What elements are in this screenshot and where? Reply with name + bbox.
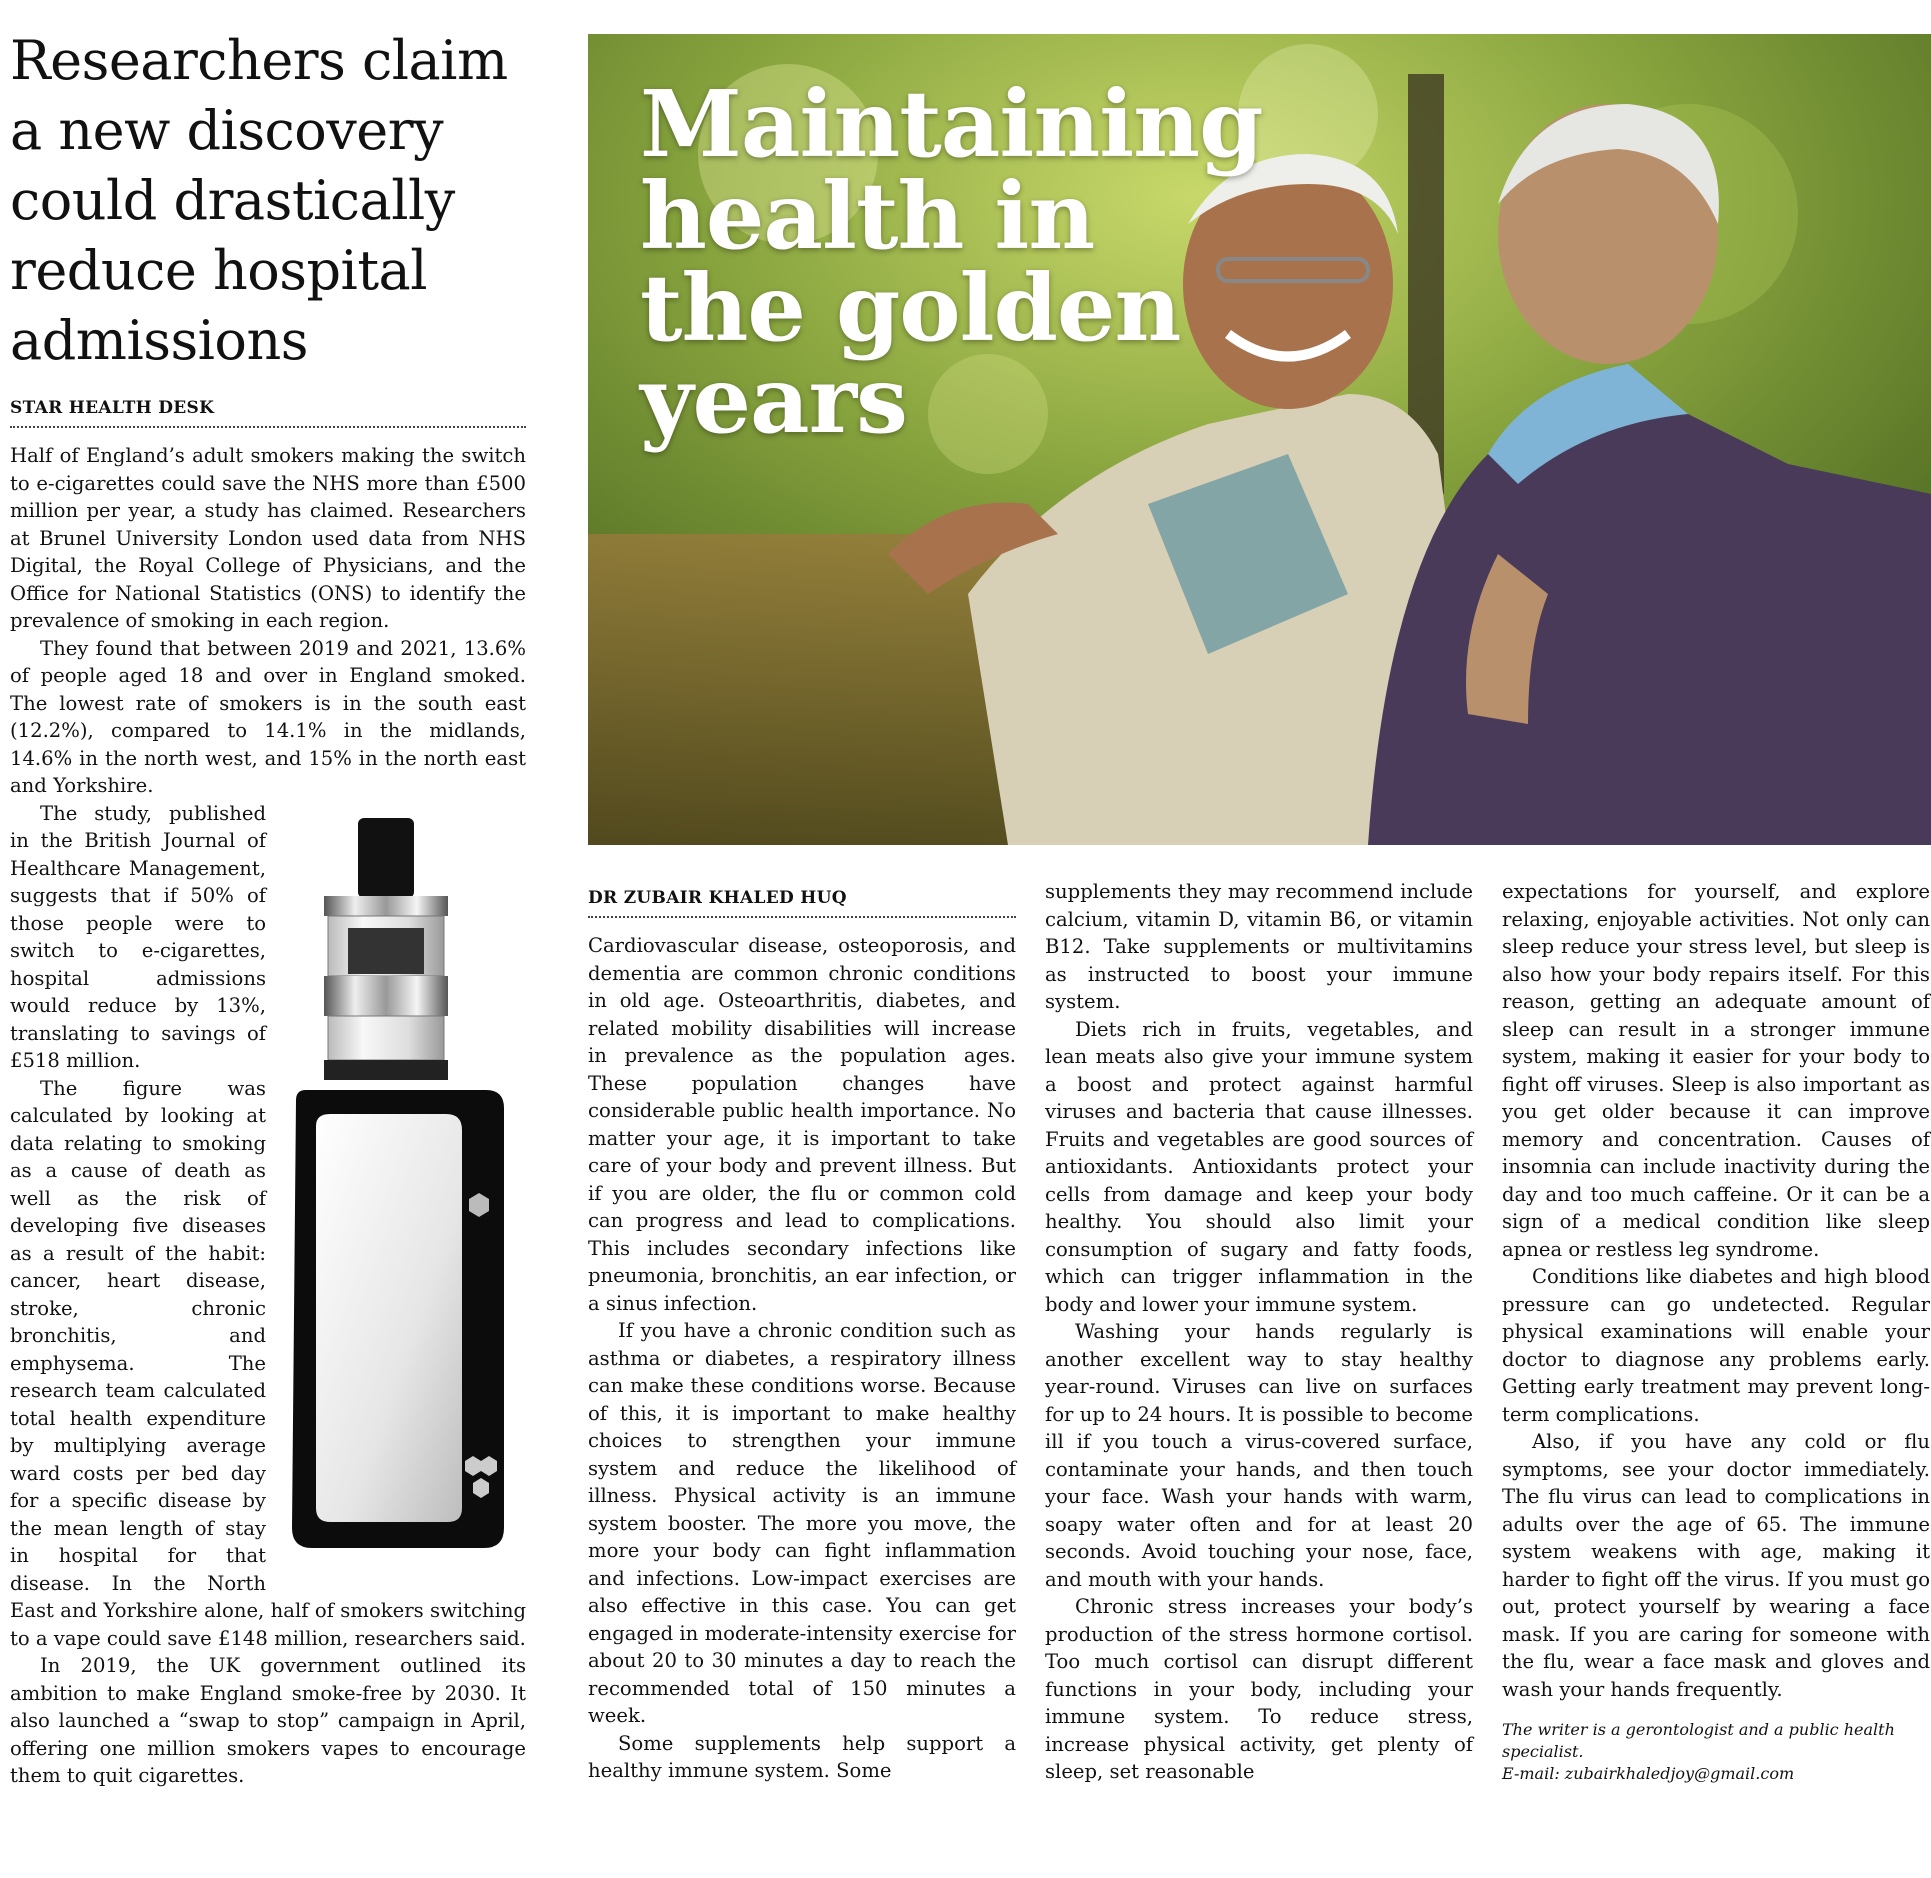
feature-paragraph: Also, if you have any cold or flu symptoms, see your doctor immediately. The flu virus can lead to complications in adults over the age of 65. The immune system weakens with age, making it harder to fight off the virus. If you must go out, protect yourself by wearing a face mask. If you are caring for someone with the flu, wear a face mask and gloves and wash your hands frequently.	[1502, 1430, 1930, 1701]
left-paragraph: The figure was calculated by looking at data relating to smoking as a cause of death as well as the risk of developing five diseases as a result of the habit: cancer, heart disease, stroke, chronic bronchitis, and emphysema. The research team calculated total health expenditure by multiplying average ward costs per bed day for a specific disease by the mean length of stay in hospital for that disease. In the North East and Yorkshire alone, half of smokers switching to a vape could save £148 million, researchers said.	[10, 1076, 526, 1650]
feature-paragraph: Chronic stress increases your body’s production of the stress hormone cortisol. Too much cortisol can disrupt different functions in your body, including your immune system. To reduce stress, increase physical activity, get plenty of sleep, set reasonable	[1045, 1595, 1473, 1783]
feature-paragraph: Conditions like diabetes and high blood pressure can go undetected. Regular physical examinations will enable your doctor to diagnose any problems early. Getting early treatment may prevent long-term complications.	[1502, 1265, 1930, 1426]
vape-device-image	[276, 808, 526, 1568]
left-paragraph: In 2019, the UK government outlined its ambition to make England smoke-free by 2030. It also launched a “swap to stop” campaign in April, offering one million smokers vapes to encourage them to quit cigarettes.	[10, 1654, 526, 1787]
left-paragraph: The study, published in the British Journal of Healthcare Management, suggests that if 50% of those people were to switch to e-cigarettes, hospital admissions would reduce by 13%, translating to savings of £518 million.	[10, 801, 266, 1072]
feature-paragraph: supplements they may recommend include calcium, vitamin D, vitamin B6, or vitamin B12. Take supplements or multivitamins as instructed to boost your immune system.	[1045, 880, 1473, 1013]
left-paragraph: Half of England’s adult smokers making the switch to e-cigarettes could save the NHS more than £500 million per year, a study has claimed. Researchers at Brunel University London used data from NHS Digital, the Royal College of Physicians, and the Office for National Statistics (ONS) to identify the prevalence of smoking in each region.	[10, 444, 526, 632]
feature-column-1	[588, 878, 1016, 1785]
feature-paragraph: Some supplements help support a healthy immune system. Some	[588, 1731, 1016, 1782]
author-note	[1502, 1719, 1930, 1785]
feature-paragraph: If you have a chronic condition such as asthma or diabetes, a respiratory illness can make these conditions worse. Because of this, it is important to make healthy choices to strengthen your immune system and reduce the likelihood of illness. Physical activity is an immune system booster. The more you move, the more your body can fight inflammation and infections. Low-impact exercises are also effective in this case. You can get engaged in moderate-intensity exercise for about 20 to 30 minutes a day to reach the recommended total of 150 minutes a week.	[588, 1319, 1016, 1727]
feature-byline: DR ZUBAIR KHALED HUQ	[588, 888, 1016, 918]
feature-paragraph: Washing your hands regularly is another excellent way to stay healthy year-round. Viruses can live on surfaces for up to 24 hours. It is possible to become ill if you touch a virus-covered surface, contaminate your hands, and then touch your face. Wash your hands with warm, soapy water often and for at least 20 seconds. Avoid touching your nose, face, and mouth with your hands.	[1045, 1320, 1473, 1591]
feature-column-2	[1045, 878, 1473, 1786]
left-headline: Researchers claim a new discovery could drastically reduce hospital admissions	[10, 29, 508, 372]
feature-column-3	[1502, 878, 1930, 1785]
feature-photo	[588, 34, 1931, 845]
left-byline: STAR HEALTH DESK	[10, 398, 526, 428]
feature-title: Maintaining health in the golden years	[640, 70, 1263, 454]
feature-paragraph: Diets rich in fruits, vegetables, and lean meats also give your immune system a boost and protect against harmful viruses and bacteria that cause illnesses. Fruits and vegetables are good sources of antioxidants. Antioxidants protect your cells from damage and keep your body healthy. You should also limit your consumption of sugary and fatty foods, which can trigger inflammation in the body and lower your immune system.	[1045, 1017, 1473, 1316]
feature-paragraph: Cardiovascular disease, osteoporosis, and dementia are common chronic conditions in old age. Osteoarthritis, diabetes, and related mobility disabilities will increase in prevalence as the population ages. These population changes have considerable public health importance. No matter your age, it is important to take care of your body and prevent illness. But if you are older, the flu or common cold can progress and lead to complications. This includes secondary infections like pneumonia, bronchitis, an ear infection, or a sinus infection.	[588, 934, 1016, 1315]
feature-paragraph: expectations for yourself, and explore relaxing, enjoyable activities. Not only can sleep reduce your stress level, but sleep is also how your body repairs itself. For this reason, getting an adequate amount of sleep can result in a stronger immune system, making it easier for your body to fight off viruses. Sleep is also important as you get older because it can improve memory and concentration. Causes of insomnia can include inactivity during the day and too much caffeine. Or it can be a sign of a medical condition like sleep apnea or restless leg syndrome.	[1502, 880, 1930, 1261]
left-article-body	[10, 442, 526, 1790]
left-paragraph: They found that between 2019 and 2021, 13.6% of people aged 18 and over in England smoked. The lowest rate of smokers is in the south east (12.2%), compared to 14.1% in the midlands, 14.6% in the north west, and 15% in the north east and Yorkshire.	[10, 636, 526, 797]
author-note-bio: The writer is a gerontologist and a public health specialist.	[1502, 1720, 1895, 1761]
author-note-email: E-mail: zubairkhaledjoy@gmail.com	[1502, 1764, 1795, 1783]
left-article	[10, 26, 526, 1790]
vape-device-icon	[276, 808, 526, 1568]
